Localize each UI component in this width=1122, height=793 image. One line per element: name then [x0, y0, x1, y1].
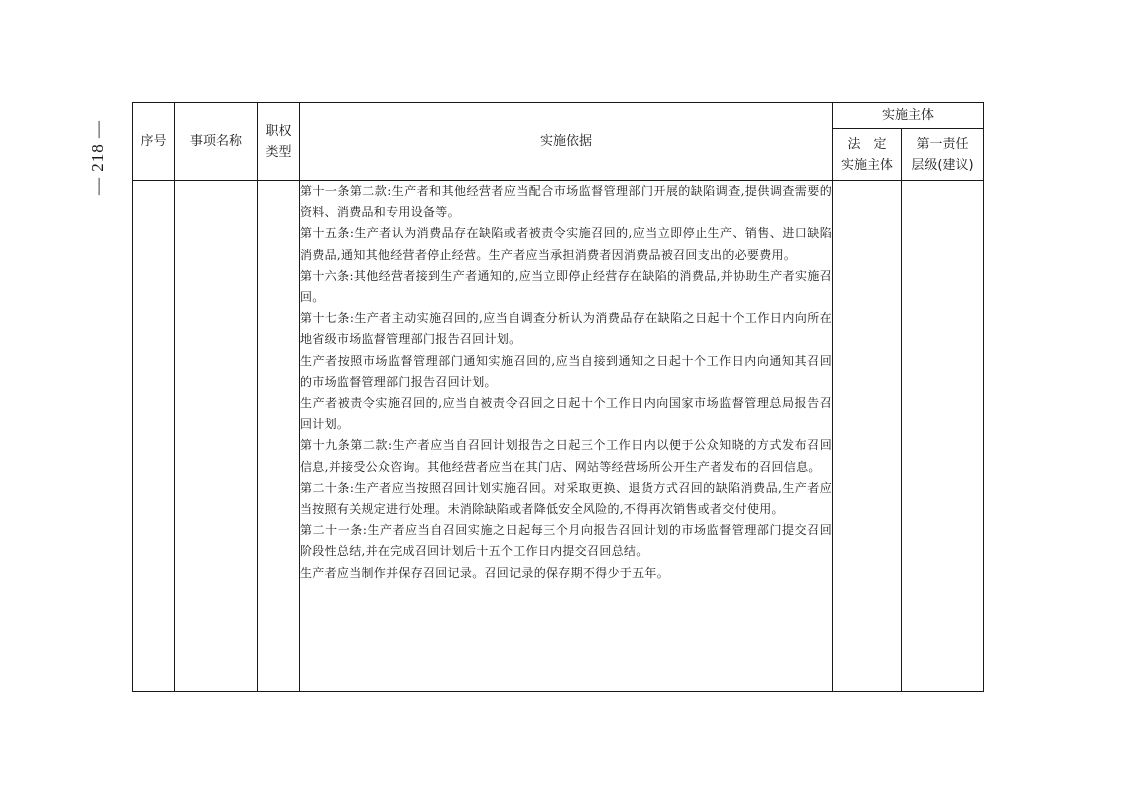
header-legal-subject-line2: 实施主体 [840, 157, 893, 173]
basis-paragraph: 生产者被责令实施召回的,应当自被责令召回之日起十个工作日内向国家市场监督管理总局报告召回计划。 [300, 396, 832, 432]
basis-paragraph: 第十九条第二款:生产者应当自召回计划报告之日起三个工作日内以便于公众知晓的方式发布召回信息,并接受公众咨询。其他经营者应当在其门店、网站等经营场所公开生产者发布的召回信息。 [300, 438, 832, 474]
cell-index [133, 181, 175, 692]
header-legal-subject-line1: 法 定 [847, 136, 887, 152]
cell-power-type [258, 181, 300, 692]
cell-basis [300, 181, 833, 692]
header-first-responsibility-line2: 层级(建议) [911, 157, 974, 173]
basis-paragraph: 第二十条:生产者应当按照召回计划实施召回。对采取更换、退货方式召回的缺陷消费品,生产者应当按照有关规定进行处理。未消除缺陷或者降低安全风险的,不得再次销售或者交付使用。 [300, 480, 832, 517]
authority-table [132, 102, 984, 692]
header-basis: 实施依据 [300, 103, 833, 181]
basis-paragraph: 第十七条:生产者主动实施召回的,应当自调查分析认为消费品存在缺陷之日起十个工作日内向所在地省级市场监督管理部门报告召回计划。 [300, 311, 832, 347]
header-power-type-line2: 类型 [265, 144, 292, 160]
basis-paragraph: 生产者按照市场监督管理部门通知实施召回的,应当自接到通知之日起十个工作日内向通知其召回的市场监督管理部门报告召回计划。 [300, 353, 832, 389]
cell-item-name [175, 181, 258, 692]
cell-first-responsibility [902, 181, 984, 692]
basis-paragraph: 第十一条第二款:生产者和其他经营者应当配合市场监督管理部门开展的缺陷调查,提供调查需要的资料、消费品和专用设备等。 [300, 184, 832, 220]
header-power-type [258, 103, 300, 181]
cell-legal-subject [833, 181, 902, 692]
header-subject: 实施主体 [833, 103, 984, 129]
basis-paragraph: 生产者应当制作并保存召回记录。召回记录的保存期不得少于五年。 [300, 565, 670, 580]
header-first-responsibility-line1: 第一责任 [916, 136, 969, 152]
basis-paragraph: 第二十一条:生产者应当自召回实施之日起每三个月向报告召回计划的市场监督管理部门提交召回阶段性总结,并在完成召回计划后十五个工作日内提交召回总结。 [300, 523, 832, 559]
basis-paragraph: 第十六条:其他经营者接到生产者通知的,应当立即停止经营存在缺陷的消费品,并协助生产者实施召回。 [300, 268, 832, 305]
basis-paragraph: 第十五条:生产者认为消费品存在缺陷或者被责令实施召回的,应当立即停止生产、销售、进口缺陷消费品,通知其他经营者停止经营。生产者应当承担消费者因消费品被召回支出的必要费用。 [300, 226, 832, 262]
page-number: — 218 — [88, 120, 107, 195]
header-item-name: 事项名称 [175, 103, 258, 181]
table-row [133, 181, 984, 692]
header-power-type-line1: 职权 [265, 123, 292, 139]
header-index: 序号 [133, 103, 175, 181]
header-first-responsibility [902, 129, 984, 181]
header-legal-subject [833, 129, 902, 181]
